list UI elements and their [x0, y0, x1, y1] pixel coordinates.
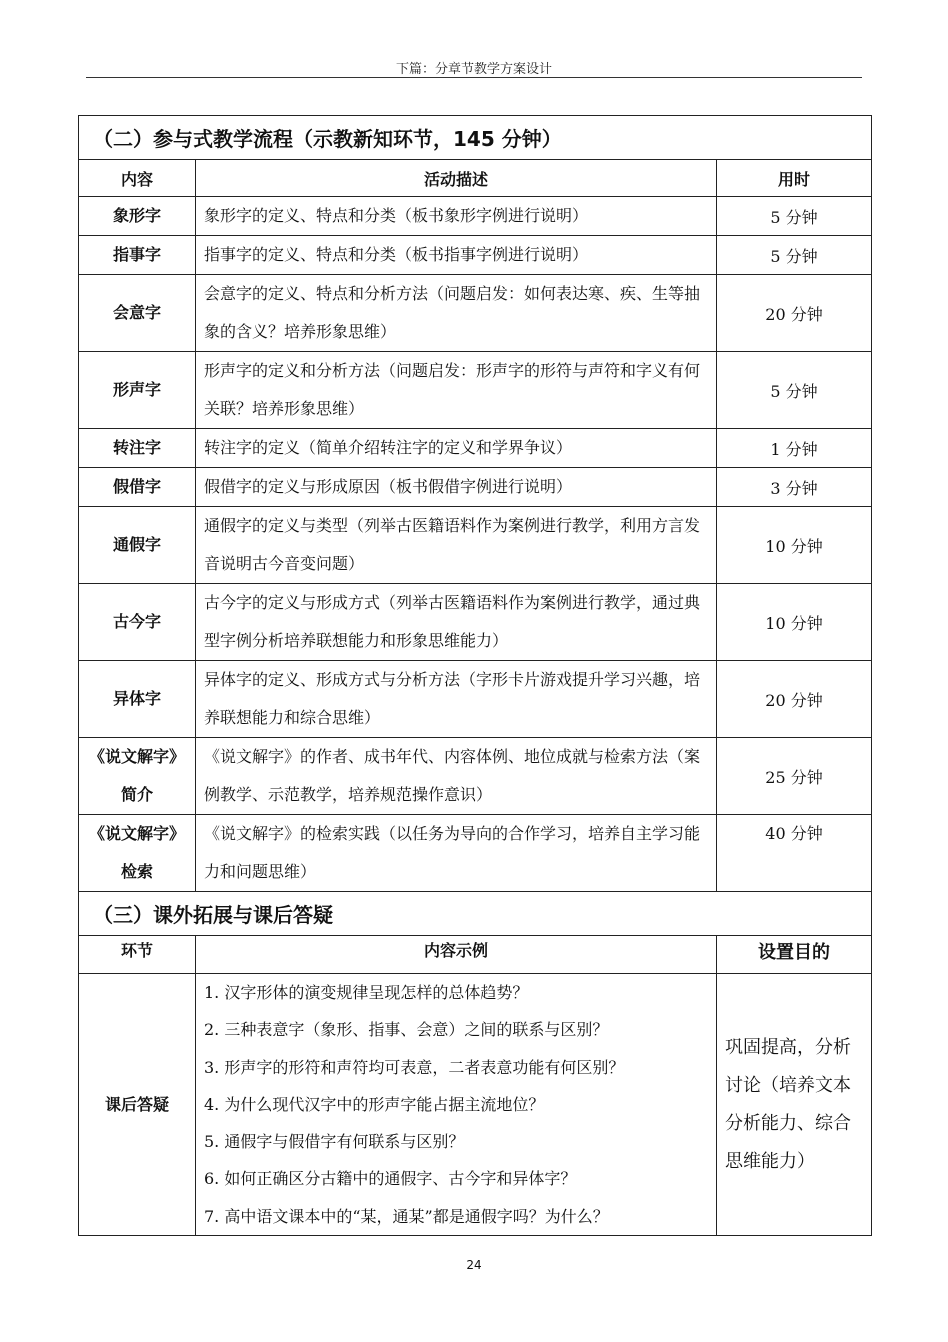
list-item: 5. 通假字与假借字有何联系与区别？ [204, 1132, 465, 1152]
list-item: 6. 如何正确区分古籍中的通假字、古今字和异体字？ [204, 1169, 577, 1189]
row-name: 《说文解字》简介 [79, 738, 196, 815]
table-header-row [79, 936, 872, 974]
table-row [79, 661, 872, 738]
table-row [79, 738, 872, 815]
table-row [79, 429, 872, 468]
row-description: 会意字的定义、特点和分析方法（问题启发：如何表达寒、疾、生等抽象的含义？培养形象思维） [196, 275, 717, 352]
table-row [79, 468, 872, 507]
table-row [79, 815, 872, 892]
section-2-title: （二）参与式教学流程（示教新知环节，145 分钟） [79, 116, 872, 160]
qa-row [79, 974, 872, 1236]
table-row [79, 275, 872, 352]
row-time: 5 分钟 [717, 197, 872, 236]
table-row [79, 507, 872, 584]
list-item: 2. 三种表意字（象形、指事、会意）之间的联系与区别？ [204, 1020, 609, 1040]
row-time: 10 分钟 [717, 584, 872, 661]
column-header-stage: 环节 [79, 936, 196, 974]
purpose-text: 巩固提高，分析讨论（培养文本分析能力、综合思维能力） [717, 974, 872, 1236]
row-time: 25 分钟 [717, 738, 872, 815]
question-list [196, 974, 717, 1236]
row-time: 20 分钟 [717, 275, 872, 352]
section-title-row [79, 116, 872, 160]
row-name: 转注字 [79, 429, 196, 468]
row-name: 异体字 [79, 661, 196, 738]
row-time: 20 分钟 [717, 661, 872, 738]
lesson-plan-table [78, 115, 872, 1236]
row-description: 假借字的定义与形成原因（板书假借字例进行说明） [196, 468, 717, 507]
row-name: 会意字 [79, 275, 196, 352]
table-row [79, 236, 872, 275]
stage-name: 课后答疑 [79, 974, 196, 1236]
row-name: 古今字 [79, 584, 196, 661]
running-header: 下篇：分章节教学方案设计 [395, 62, 552, 77]
header-rule [86, 77, 862, 78]
row-name: 通假字 [79, 507, 196, 584]
row-description: 通假字的定义与类型（列举古医籍语料作为案例进行教学，利用方言发音说明古今音变问题） [196, 507, 717, 584]
row-time: 1 分钟 [717, 429, 872, 468]
row-description: 古今字的定义与形成方式（列举古医籍语料作为案例进行教学，通过典型字例分析培养联想能力和形象思维能力） [196, 584, 717, 661]
row-name: 形声字 [79, 352, 196, 429]
list-item: 3. 形声字的形符和声符均可表意，二者表意功能有何区别？ [204, 1057, 625, 1077]
row-description: 转注字的定义（简单介绍转注字的定义和学界争议） [196, 429, 717, 468]
row-description: 《说文解字》的检索实践（以任务为导向的合作学习，培养自主学习能力和问题思维） [196, 815, 717, 892]
table-header-row [79, 160, 872, 197]
table-row [79, 584, 872, 661]
row-name: 指事字 [79, 236, 196, 275]
row-description: 象形字的定义、特点和分类（板书象形字例进行说明） [196, 197, 717, 236]
column-header-purpose: 设置目的 [717, 936, 872, 974]
table-row [79, 352, 872, 429]
column-header-activity: 活动描述 [196, 160, 717, 197]
row-name: 象形字 [79, 197, 196, 236]
list-item: 7. 高中语文课本中的“某，通某”都是通假字吗？为什么？ [204, 1206, 609, 1226]
row-description: 形声字的定义和分析方法（问题启发：形声字的形符与声符和字义有何关联？培养形象思维） [196, 352, 717, 429]
column-header-time: 用时 [717, 160, 872, 197]
section-3-title: （三）课外拓展与课后答疑 [79, 892, 872, 936]
list-item: 4. 为什么现代汉字中的形声字能占据主流地位？ [204, 1094, 545, 1114]
list-item: 1. 汉字形体的演变规律呈现怎样的总体趋势？ [204, 983, 529, 1002]
table-row [79, 197, 872, 236]
column-header-examples: 内容示例 [196, 936, 717, 974]
page-number: 24 [466, 1258, 482, 1272]
row-description: 指事字的定义、特点和分类（板书指事字例进行说明） [196, 236, 717, 275]
column-header-content: 内容 [79, 160, 196, 197]
row-time: 40 分钟 [717, 815, 872, 892]
row-name: 《说文解字》检索 [79, 815, 196, 892]
row-description: 异体字的定义、形成方式与分析方法（字形卡片游戏提升学习兴趣，培养联想能力和综合思维） [196, 661, 717, 738]
row-name: 假借字 [79, 468, 196, 507]
row-time: 3 分钟 [717, 468, 872, 507]
section-title-row [79, 892, 872, 936]
row-time: 5 分钟 [717, 236, 872, 275]
row-time: 5 分钟 [717, 352, 872, 429]
row-time: 10 分钟 [717, 507, 872, 584]
row-description: 《说文解字》的作者、成书年代、内容体例、地位成就与检索方法（案例教学、示范教学，培养规范操作意识） [196, 738, 717, 815]
